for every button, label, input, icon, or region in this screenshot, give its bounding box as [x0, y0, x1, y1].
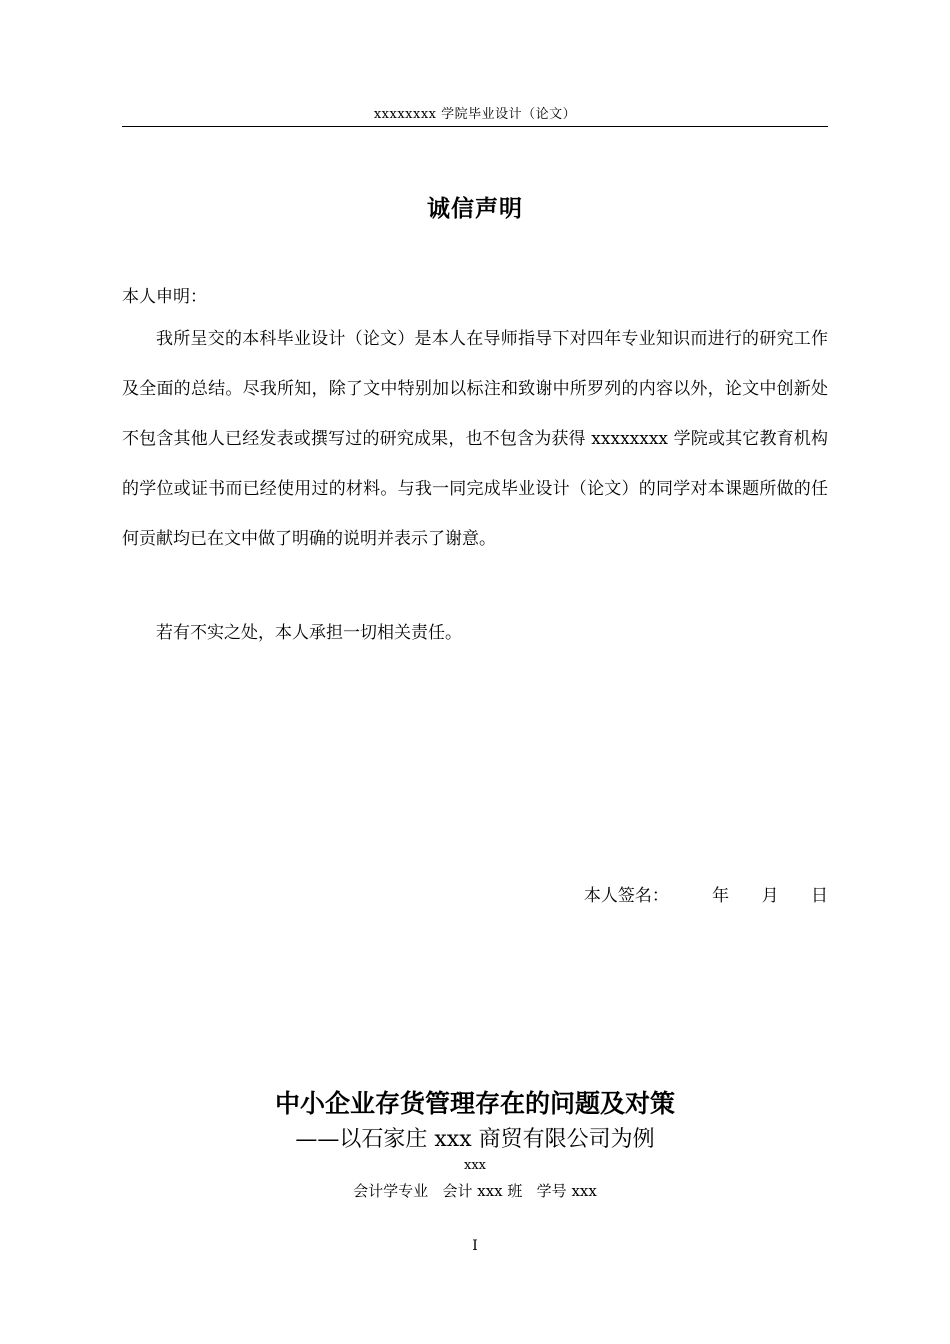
author-name: xxx — [464, 1158, 486, 1173]
page-number: I — [472, 1238, 478, 1254]
paper-title: 中小企业存货管理存在的问题及对策 — [274, 1089, 675, 1118]
declaration-paragraph: 我所呈交的本科毕业设计（论文）是本人在导师指导下对四年专业知识而进行的研究工作及全面的总结。尽我所知，除了文中特别加以标注和致谢中所罗列的内容以外，论文中创新处不包含其他人已经发表或撰写过的研究成果，也不包含为获得 xxxxxxxx 学院或其它教育机构的学位或证书而已经使用过的材料。与我一同完成毕业设计（论文）的同学对本课题所做的任何贡献均已在文中做了明确的说明并表示了谢意。 — [122, 329, 828, 549]
running-header: xxxxxxxx 学院毕业设计（论文） — [373, 107, 577, 122]
declaration-label: 本人申明： — [122, 287, 207, 307]
author-info: 会计学专业 会计 xxx 班 学号 xxx — [353, 1182, 597, 1200]
responsibility-paragraph: 若有不实之处，本人承担一切相关责任。 — [156, 623, 462, 643]
page-title: 诚信声明 — [427, 195, 523, 222]
header-rule — [122, 126, 828, 127]
paper-subtitle: ——以石家庄 xxx 商贸有限公司为例 — [295, 1127, 655, 1152]
signature-line: 本人签名： 年 月 日 — [583, 886, 828, 906]
